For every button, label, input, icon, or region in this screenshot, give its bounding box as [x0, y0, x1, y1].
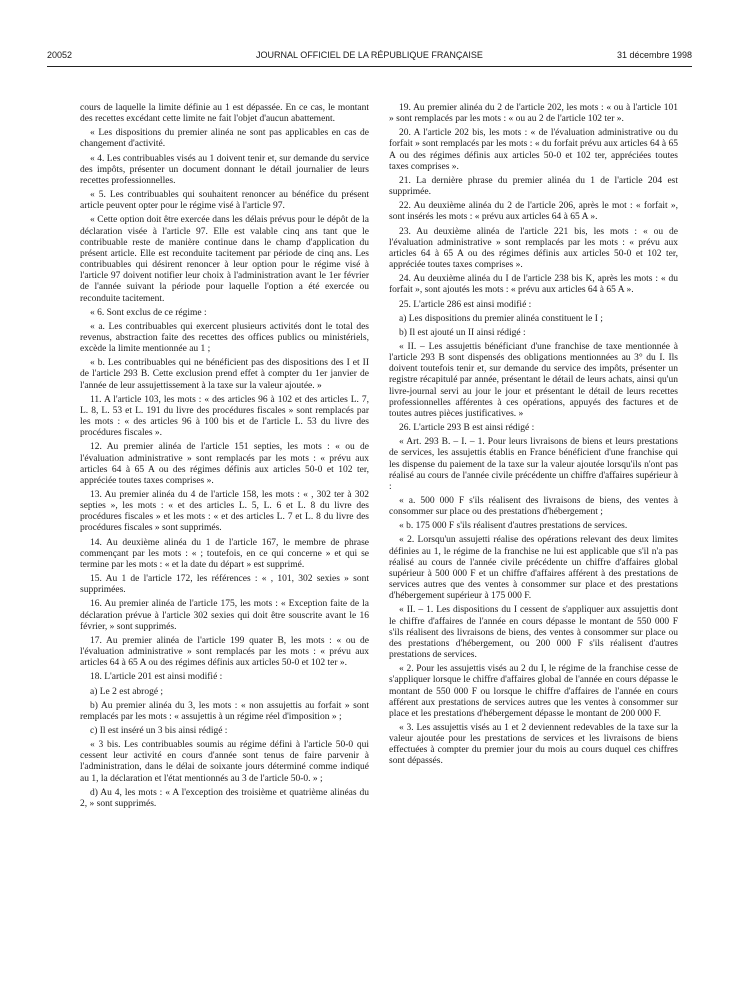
paragraph: 13. Au premier alinéa du 4 de l'article 158, les mots : « , 302 ter à 302 septies », les mots : « et des articles L. 5, L. 6 et L. 8 du livre des procédures fiscales » et les mots : « et des articles L. 7 et L. 8 du livre des procédures fiscales » sont supprimés.: [80, 490, 369, 534]
paragraph: 19. Au premier alinéa du 2 de l'article 202, les mots : « ou à l'article 101 » sont remplacés par les mots : « ou au 2 de l'article 102 ter ».: [389, 103, 678, 125]
paragraph: 12. Au premier alinéa de l'article 151 septies, les mots : « ou de l'évaluation administrative » sont remplacés par les mots : « prévu aux articles 64 à 65 A ou des régimes définis aux articles 50-0 et 102 ter, appréciée toutes taxes comprises ».: [80, 442, 369, 486]
paragraph: « Les dispositions du premier alinéa ne sont pas applicables en cas de changement d'activité.: [80, 128, 369, 150]
paragraph: b) Au premier alinéa du 3, les mots : « non assujettis au forfait » sont remplacés par les mots : « assujettis à un régime réel d'imposition » ;: [80, 700, 369, 722]
paragraph: a) Les dispositions du premier alinéa constituent le I ;: [399, 313, 603, 324]
paragraph: « II. – 1. Les dispositions du I cessent de s'appliquer aux assujettis dont le chiffre d'affaires de l'année en cours dépasse le montant de 550 000 F s'ils réalisent des livraisons de biens, des ventes à consommer sur place ou des prestations d'hébergement, ou 200 000 F s'ils réalisent d'autres prestations de services.: [389, 605, 678, 661]
paragraph: 20. A l'article 202 bis, les mots : « de l'évaluation administrative ou du forfait » sont remplacés par les mots : « du forfait prévu aux articles 64 à 65 A ou des régimes définis aux articles 50-0 et 102 ter, appréciées toutes taxes comprises ».: [389, 128, 678, 172]
paragraph: d) Au 4, les mots : « A l'exception des troisième et quatrième alinéas du 2, » sont supprimés.: [80, 787, 369, 809]
paragraph: 24. Au deuxième alinéa du I de l'article 238 bis K, après les mots : « du forfait », sont ajoutés les mots : « prévu aux articles 64 à 65 A ».: [389, 274, 678, 296]
paragraph: « Art. 293 B. – I. – 1. Pour leurs livraisons de biens et leurs prestations de services, les assujettis établis en France bénéficient d'une franchise qui les dispense du paiement de la taxe sur la valeur ajoutée lorsqu'ils n'ont pas réalisé au cours de l'année civile précédente un chiffre d'affaires supérieur à :: [389, 437, 678, 492]
paragraph: 15. Au 1 de l'article 172, les références : « , 101, 302 sexies » sont supprimées.: [80, 574, 369, 596]
header-rule: [47, 66, 692, 67]
left-column: [80, 103, 369, 813]
paragraph: « a. Les contribuables qui exercent plusieurs activités dont le total des revenus, abstraction faite des recettes des offices publics ou ministériels, excède la limite mentionnée au 1 ;: [80, 321, 369, 355]
paragraph: a) Le 2 est abrogé ;: [90, 686, 164, 697]
paragraph: « b. 175 000 F s'ils réalisent d'autres prestations de services.: [399, 521, 628, 532]
paragraph: « b. Les contribuables qui ne bénéficient pas des dispositions des I et II de l'article 293 B. Cette exclusion prend effet à compter du 1er janvier de l'année de leur assujettissement à la taxe sur la valeur ajoutée. »: [80, 358, 369, 391]
paragraph: 11. A l'article 103, les mots : « des articles 96 à 102 et des articles L. 7, L. 8, L. 53 et L. 191 du livre des procédures fiscales » sont remplacés par les mots : « des articles 96 à 100 bis et de l'article L. 53 du livre des procédures fiscales ».: [80, 394, 369, 439]
paragraph: 16. Au premier alinéa de l'article 175, les mots : « Exception faite de la déclaration prévue à l'article 302 sexies qui doit être souscrite avant le 16 février, » sont supprimés.: [80, 599, 369, 632]
paragraph: « 5. Les contribuables qui souhaitent renoncer au bénéfice du présent article peuvent opter pour le régime visé à l'article 97.: [80, 190, 369, 212]
paragraph: « 6. Sont exclus de ce régime :: [90, 307, 207, 318]
paragraph: « 3. Les assujettis visés au 1 et 2 deviennent redevables de la taxe sur la valeur ajoutée pour les prestations de services et les livraisons de biens effectuées à compter du premier jour du mois au cours duquel ces chiffres sont dépassés.: [389, 722, 678, 767]
right-column: [389, 103, 678, 771]
issue-date: 31 décembre 1998: [616, 50, 692, 60]
paragraph: « 4. Les contribuables visés au 1 doivent tenir et, sur demande du service des impôts, présenter un document donnant le détail journalier de leurs recettes professionnelles.: [80, 153, 369, 186]
paragraph: b) Il est ajouté un II ainsi rédigé :: [399, 327, 526, 338]
paragraph: « a. 500 000 F s'ils réalisent des livraisons de biens, des ventes à consommer sur place ou des prestations d'hébergement ;: [389, 496, 678, 518]
paragraph: 18. L'article 201 est ainsi modifié :: [90, 672, 223, 683]
paragraph: 23. Au deuxième alinéa de l'article 221 bis, les mots : « ou de l'évaluation administrative » sont remplacés par les mots : « prévu aux articles 64 à 65 A ou des régimes définis aux articles 50-0 et 102 ter, appréciée toutes taxes comprises ».: [389, 226, 678, 271]
paragraph: 26. L'article 293 B est ainsi rédigé :: [399, 423, 535, 434]
paragraph: 22. Au deuxième alinéa du 2 de l'article 206, après le mot : « forfait », sont insérés les mots : « prévu aux articles 64 à 65 A ».: [389, 201, 678, 223]
paragraph: 14. Au deuxième alinéa du 1 de l'article 167, le membre de phrase commençant par les mots : « ; toutefois, en ce qui concerne » et qui se termine par les mots : « et la date du départ » est supprimé.: [80, 537, 369, 570]
paragraph: cours de laquelle la limite définie au 1 est dépassée. En ce cas, le montant des recettes excédant cette limite ne fait l'objet d'aucun abattement.: [80, 103, 369, 125]
paragraph: 21. La dernière phrase du premier alinéa du 1 de l'article 204 est supprimée.: [389, 175, 678, 198]
paragraph: « 3 bis. Les contribuables soumis au régime défini à l'article 50-0 qui cessent leur activité en cours d'année sont tenus de faire parvenir à l'administration, dans le délai de soixante jours déterminé comme indiqué au 1, la déclaration et l'état mentionnés au 3 de l'article 50-0. » ;: [80, 740, 369, 784]
journal-title: JOURNAL OFFICIEL DE LA RÉPUBLIQUE FRANÇAISE: [256, 50, 483, 60]
paragraph: « Cette option doit être exercée dans les délais prévus pour le dépôt de la déclaration visée à l'article 97. Elle est valable cinq ans tant que le contribuable reste de manière continue dans le champ d'application du présent article. Elle est reconduite tacitement par période de cinq ans. Les contribuables qui désirent renoncer à leur option pour le régime visé à l'article 97 doivent notifier leur choix à l'administration avant le 1er février de l'année suivant la période pour laquelle l'option a été exercée ou reconduite tacitement.: [80, 215, 369, 304]
page-header: [47, 50, 692, 64]
paragraph: 25. L'article 286 est ainsi modifié :: [399, 299, 532, 310]
paragraph: « 2. Lorsqu'un assujetti réalise des opérations relevant des deux limites définies au 1, le régime de la franchise ne lui est applicable que s'il n'a pas réalisé au cours de l'année civile précédente un chiffre d'affaires global supérieur à 500 000 F et un chiffre d'affaires afférent à des prestations de services autres que des ventes à consommer sur place et des prestations d'hébergement supérieur à 175 000 F.: [389, 535, 678, 602]
page-number: 20052: [47, 50, 73, 60]
paragraph: « 2. Pour les assujettis visés au 2 du I, le régime de la franchise cesse de s'appliquer lorsque le chiffre d'affaires global de l'année en cours dépasse le montant de 550 000 F ou lorsque le chiffre d'affaires de l'année en cours afférent aux prestations de services autres que les ventes à consommer sur place et les prestations d'hébergement dépasse le montant de 200 000 F.: [389, 664, 678, 719]
paragraph: 17. Au premier alinéa de l'article 199 quater B, les mots : « ou de l'évaluation administrative » sont remplacés par les mots : « prévu aux articles 64 à 65 A ou des régimes définis aux articles 50-0 et 102 ter ».: [80, 635, 369, 669]
paragraph: « II. – Les assujettis bénéficiant d'une franchise de taxe mentionnée à l'article 293 B sont dispensés des obligations mentionnées au 3° du I. Ils doivent toutefois tenir et, sur demande du service des impôts, présenter un registre récapitulé par année, présentant le détail de leurs achats, ainsi qu'un livre-journal servi au jour le jour et présentant le détail de leurs recettes professionnelles afférentes à ces opérations, appuyés des factures et de toutes autres pièces justificatives. »: [389, 341, 678, 419]
paragraph: c) Il est inséré un 3 bis ainsi rédigé :: [90, 725, 228, 736]
